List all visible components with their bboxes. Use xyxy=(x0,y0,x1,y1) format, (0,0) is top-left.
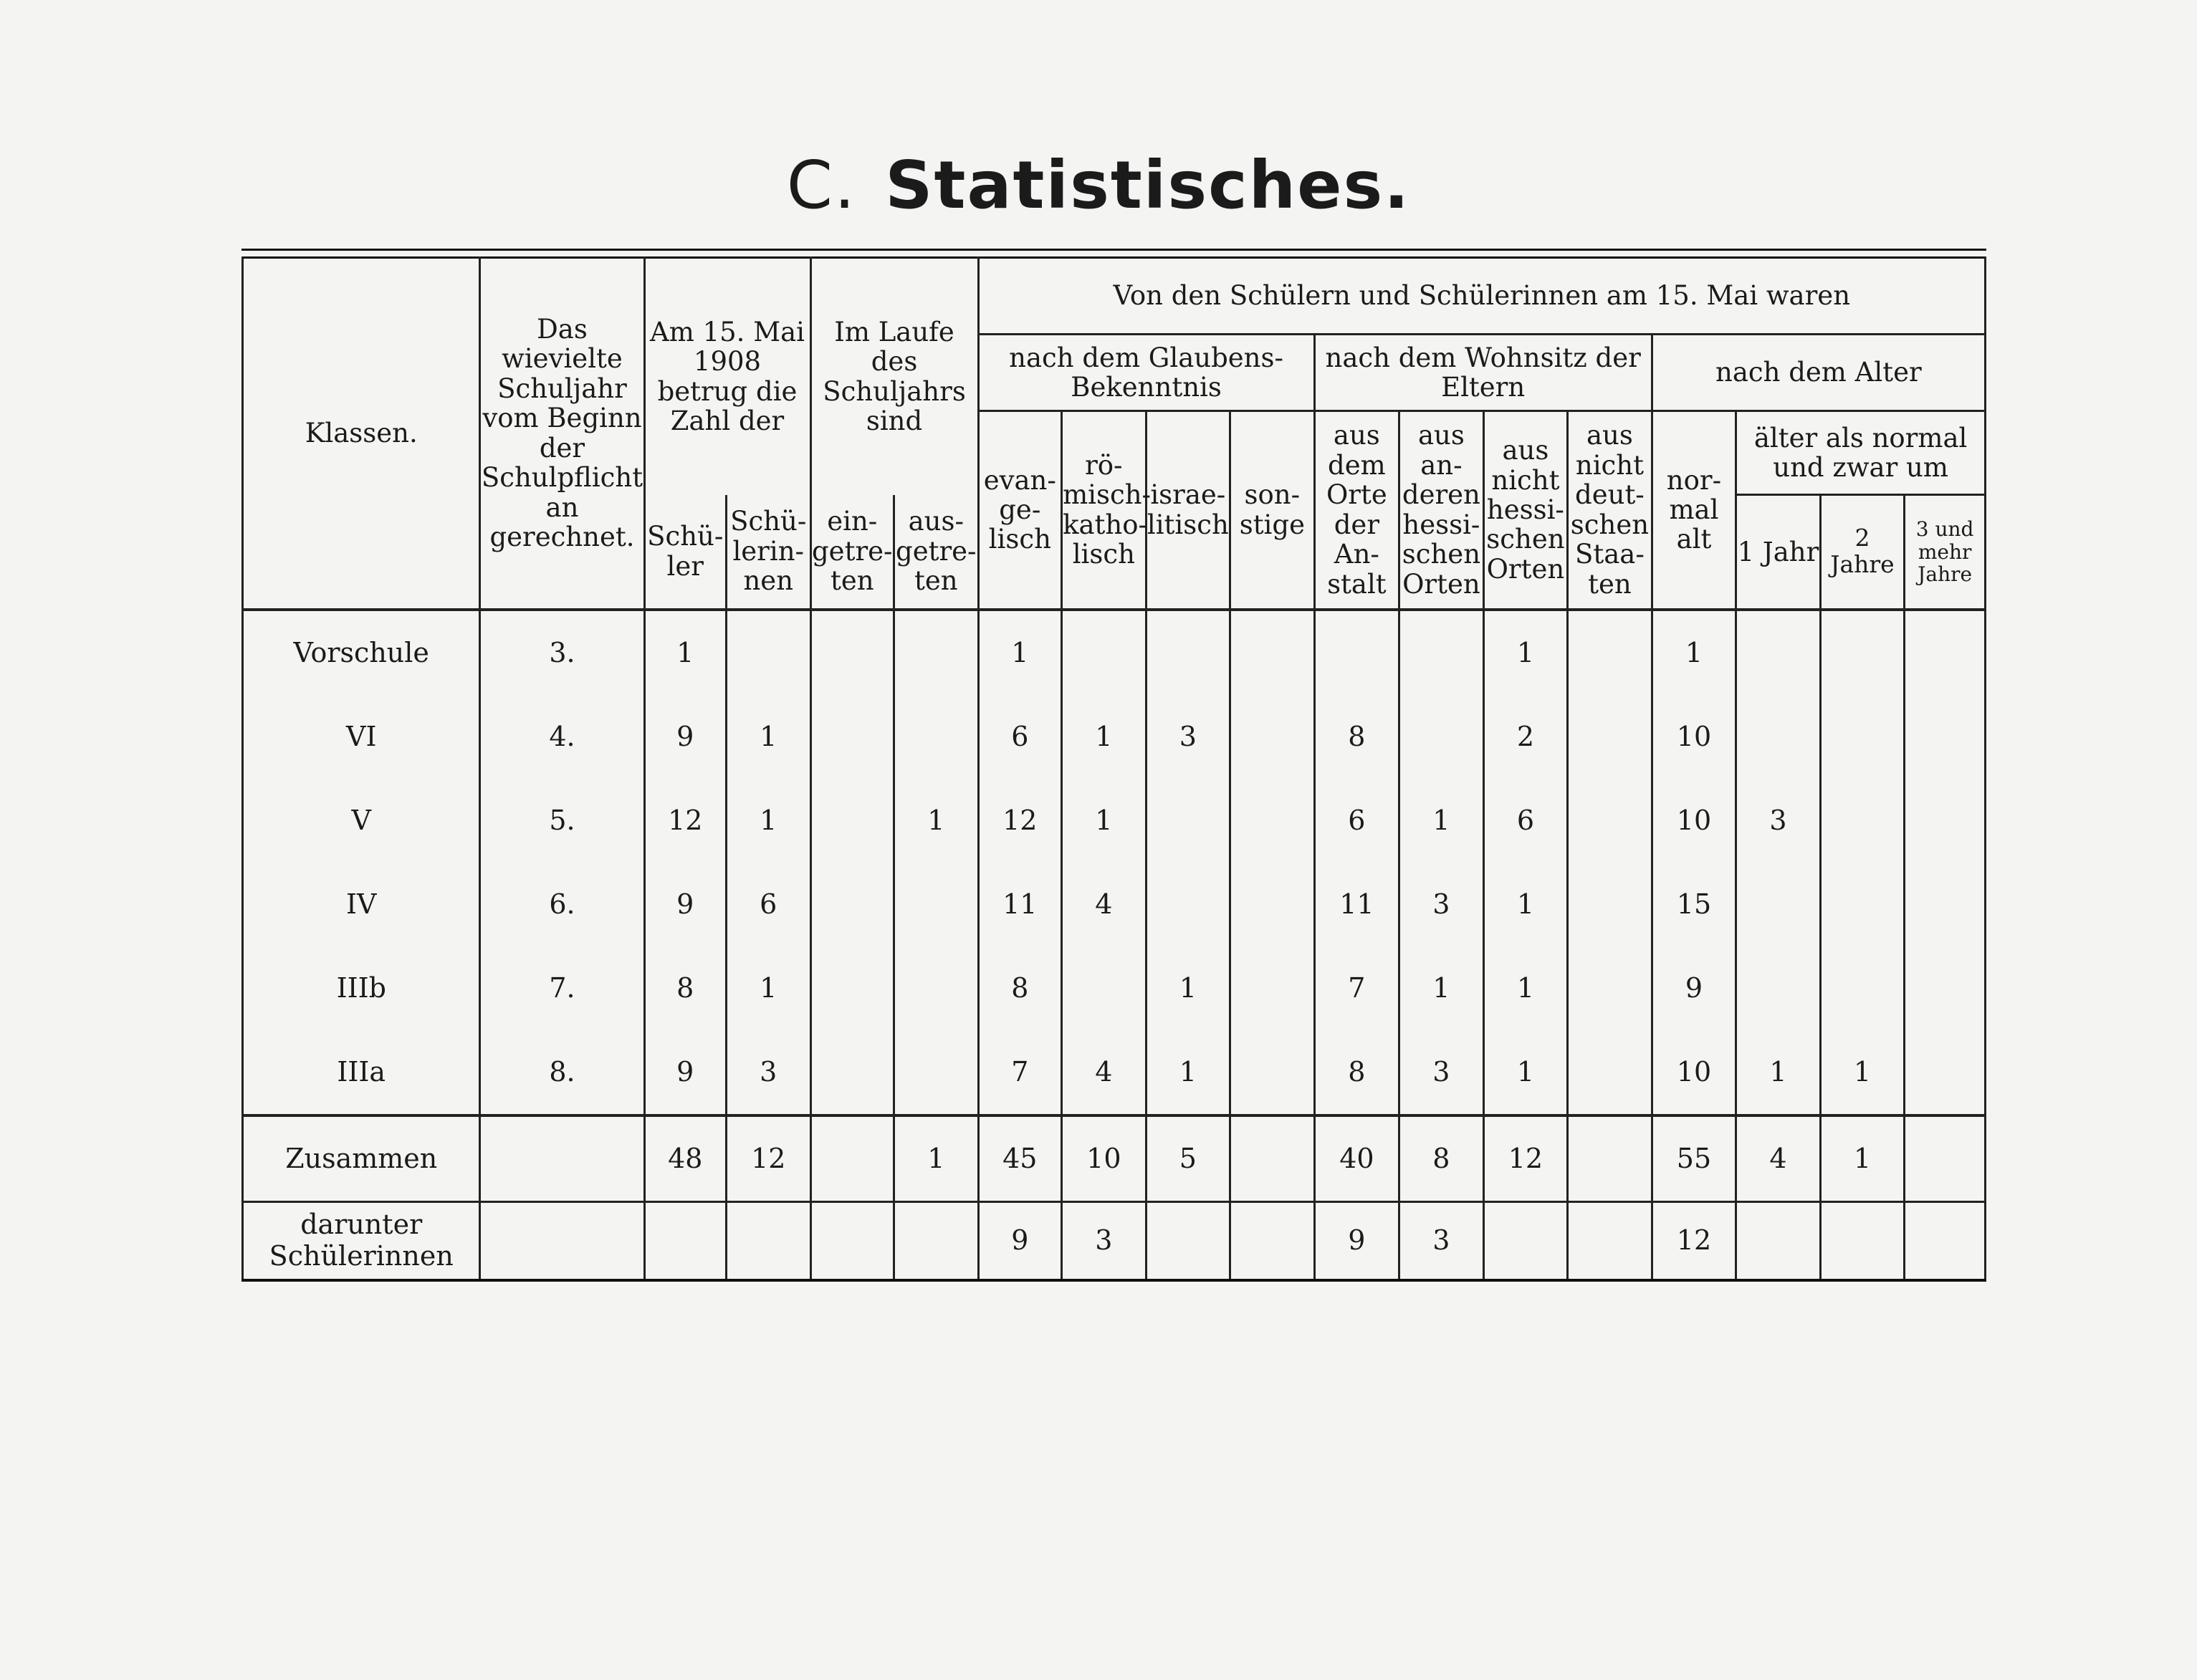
cell-jahr3 xyxy=(1905,779,1986,863)
cell-schuljahr: 5. xyxy=(480,779,644,863)
cell-jahr1: 4 xyxy=(1736,1115,1821,1202)
cell-jahr2 xyxy=(1820,863,1905,946)
table-row xyxy=(243,610,1986,695)
cell-schuljahr: 6. xyxy=(480,863,644,946)
table-row xyxy=(243,779,1986,863)
cell-jahr1 xyxy=(1736,946,1821,1030)
total-row xyxy=(243,1115,1986,1202)
header-nichtdeutsch: aus nicht deut-schen Staa-ten xyxy=(1568,411,1652,610)
row-label: Vorschule xyxy=(243,610,480,695)
row-label: V xyxy=(243,779,480,863)
cell-evangelisch: 12 xyxy=(978,779,1062,863)
cell-nichtdeutsch xyxy=(1568,610,1652,695)
cell-nichtdeutsch xyxy=(1568,863,1652,946)
header-alter: nach dem Alter xyxy=(1652,335,1985,411)
cell-nichthessisch: 2 xyxy=(1483,695,1568,779)
cell-nichtdeutsch xyxy=(1568,1030,1652,1115)
cell-schuelerinnen: 6 xyxy=(727,863,811,946)
header-ort: aus dem Orte der An-stalt xyxy=(1314,411,1399,610)
cell-eingetreten xyxy=(810,946,894,1030)
row-label: darunter Schülerinnen xyxy=(243,1201,480,1280)
cell-eingetreten xyxy=(810,779,894,863)
cell-normal: 12 xyxy=(1652,1201,1736,1280)
section-title: Statistisches. xyxy=(885,147,1411,224)
cell-eingetreten xyxy=(810,610,894,695)
cell-katholisch: 10 xyxy=(1062,1115,1147,1202)
header-evangelisch: evan-ge-lisch xyxy=(978,411,1062,610)
header-israelitisch: israe-litisch xyxy=(1146,411,1230,610)
cell-nichthessisch: 1 xyxy=(1483,863,1568,946)
cell-schuljahr xyxy=(480,1115,644,1202)
cell-katholisch: 4 xyxy=(1062,1030,1147,1115)
cell-israelitisch xyxy=(1146,779,1230,863)
cell-ausgetreten xyxy=(894,1201,979,1280)
cell-israelitisch: 1 xyxy=(1146,946,1230,1030)
header-normal: nor-mal alt xyxy=(1652,411,1736,610)
cell-ort: 8 xyxy=(1314,695,1399,779)
header-jahr3: 3 und mehr Jahre xyxy=(1905,495,1986,610)
cell-evangelisch: 8 xyxy=(978,946,1062,1030)
cell-schuljahr: 4. xyxy=(480,695,644,779)
cell-schuljahr: 8. xyxy=(480,1030,644,1115)
cell-sonstige xyxy=(1230,1115,1315,1202)
cell-israelitisch xyxy=(1146,1201,1230,1280)
header-nichthessisch: aus nicht hessi-schen Orten xyxy=(1483,411,1568,610)
cell-katholisch xyxy=(1062,946,1147,1030)
cell-jahr2 xyxy=(1820,779,1905,863)
cell-sonstige xyxy=(1230,863,1315,946)
cell-jahr2 xyxy=(1820,610,1905,695)
cell-jahr1: 1 xyxy=(1736,1030,1821,1115)
header-hessisch: aus an-deren hessi-schen Orten xyxy=(1399,411,1484,610)
header-jahr1: 1 Jahr xyxy=(1736,495,1821,610)
cell-ausgetreten: 1 xyxy=(894,1115,979,1202)
cell-schuljahr: 7. xyxy=(480,946,644,1030)
cell-normal: 15 xyxy=(1652,863,1736,946)
cell-israelitisch: 1 xyxy=(1146,1030,1230,1115)
header-wohnsitz: nach dem Wohnsitz der Eltern xyxy=(1314,335,1652,411)
cell-normal: 10 xyxy=(1652,695,1736,779)
header-schueler: Schü-ler xyxy=(644,495,727,610)
cell-nichthessisch: 1 xyxy=(1483,610,1568,695)
cell-jahr2 xyxy=(1820,946,1905,1030)
cell-nichtdeutsch xyxy=(1568,1201,1652,1280)
cell-jahr3 xyxy=(1905,863,1986,946)
cell-ausgetreten xyxy=(894,610,979,695)
header-aelter: älter als normal und zwar um xyxy=(1736,411,1986,495)
cell-hessisch xyxy=(1399,610,1484,695)
cell-hessisch xyxy=(1399,695,1484,779)
cell-jahr3 xyxy=(1905,1115,1986,1202)
cell-katholisch xyxy=(1062,610,1147,695)
cell-hessisch: 1 xyxy=(1399,946,1484,1030)
cell-schuljahr xyxy=(480,1201,644,1280)
cell-normal: 10 xyxy=(1652,1030,1736,1115)
cell-nichthessisch xyxy=(1483,1201,1568,1280)
cell-evangelisch: 1 xyxy=(978,610,1062,695)
cell-hessisch: 3 xyxy=(1399,1030,1484,1115)
cell-ort xyxy=(1314,610,1399,695)
cell-jahr2 xyxy=(1820,1201,1905,1280)
cell-evangelisch: 7 xyxy=(978,1030,1062,1115)
cell-jahr2: 1 xyxy=(1820,1115,1905,1202)
cell-sonstige xyxy=(1230,695,1315,779)
table-row xyxy=(243,1030,1986,1115)
cell-schueler: 48 xyxy=(644,1115,727,1202)
cell-jahr3 xyxy=(1905,946,1986,1030)
cell-ausgetreten xyxy=(894,863,979,946)
cell-nichthessisch: 6 xyxy=(1483,779,1568,863)
cell-jahr3 xyxy=(1905,1030,1986,1115)
cell-hessisch: 1 xyxy=(1399,779,1484,863)
table-row xyxy=(243,695,1986,779)
cell-israelitisch: 3 xyxy=(1146,695,1230,779)
cell-jahr1 xyxy=(1736,695,1821,779)
header-klassen: Klassen. xyxy=(243,258,480,610)
cell-normal: 10 xyxy=(1652,779,1736,863)
header-top: Von den Schülern und Schülerinnen am 15. Mai waren xyxy=(978,258,1985,335)
cell-ort: 40 xyxy=(1314,1115,1399,1202)
header-glaube: nach dem Glaubens-Bekenntnis xyxy=(978,335,1314,411)
row-label: IV xyxy=(243,863,480,946)
cell-nichthessisch: 12 xyxy=(1483,1115,1568,1202)
cell-ort: 7 xyxy=(1314,946,1399,1030)
cell-schuelerinnen: 3 xyxy=(727,1030,811,1115)
table-row xyxy=(243,946,1986,1030)
cell-schueler xyxy=(644,1201,727,1280)
cell-schueler: 1 xyxy=(644,610,727,695)
cell-ausgetreten xyxy=(894,1030,979,1115)
cell-nichtdeutsch xyxy=(1568,1115,1652,1202)
header-schuljahr: Das wievielte Schuljahr vom Beginn der Schulpflicht an gerechnet. xyxy=(480,258,644,610)
cell-ausgetreten: 1 xyxy=(894,779,979,863)
header-sonstige: son-stige xyxy=(1230,411,1315,610)
cell-evangelisch: 45 xyxy=(978,1115,1062,1202)
cell-ort: 6 xyxy=(1314,779,1399,863)
cell-schueler: 9 xyxy=(644,695,727,779)
cell-eingetreten xyxy=(810,863,894,946)
cell-nichtdeutsch xyxy=(1568,946,1652,1030)
cell-jahr3 xyxy=(1905,610,1986,695)
cell-ort: 9 xyxy=(1314,1201,1399,1280)
header-laufe: Im Laufe des Schuljahrs sind xyxy=(810,258,978,495)
statistics-table-wrapper xyxy=(241,249,1986,1282)
cell-ausgetreten xyxy=(894,695,979,779)
cell-schuelerinnen: 12 xyxy=(727,1115,811,1202)
cell-hessisch: 3 xyxy=(1399,1201,1484,1280)
table-row xyxy=(243,863,1986,946)
cell-nichtdeutsch xyxy=(1568,779,1652,863)
header-eingetreten: ein-getre-ten xyxy=(810,495,894,610)
cell-katholisch: 4 xyxy=(1062,863,1147,946)
cell-israelitisch xyxy=(1146,863,1230,946)
header-jahr2: 2 Jahre xyxy=(1820,495,1905,610)
cell-jahr2: 1 xyxy=(1820,1030,1905,1115)
header-katholisch: rö-misch-katho-lisch xyxy=(1062,411,1147,610)
row-label: IIIa xyxy=(243,1030,480,1115)
cell-normal: 55 xyxy=(1652,1115,1736,1202)
cell-schueler: 8 xyxy=(644,946,727,1030)
cell-katholisch: 1 xyxy=(1062,779,1147,863)
row-label: Zusammen xyxy=(243,1115,480,1202)
cell-ausgetreten xyxy=(894,946,979,1030)
cell-evangelisch: 11 xyxy=(978,863,1062,946)
cell-nichthessisch: 1 xyxy=(1483,1030,1568,1115)
cell-hessisch: 8 xyxy=(1399,1115,1484,1202)
cell-jahr1 xyxy=(1736,1201,1821,1280)
row-label: VI xyxy=(243,695,480,779)
cell-schueler: 9 xyxy=(644,1030,727,1115)
cell-israelitisch: 5 xyxy=(1146,1115,1230,1202)
cell-eingetreten xyxy=(810,1201,894,1280)
cell-jahr3 xyxy=(1905,695,1986,779)
cell-schuelerinnen: 1 xyxy=(727,946,811,1030)
cell-katholisch: 1 xyxy=(1062,695,1147,779)
cell-jahr2 xyxy=(1820,695,1905,779)
cell-eingetreten xyxy=(810,1115,894,1202)
cell-schuelerinnen: 1 xyxy=(727,779,811,863)
statistics-table xyxy=(241,256,1986,1282)
cell-evangelisch: 6 xyxy=(978,695,1062,779)
cell-sonstige xyxy=(1230,779,1315,863)
cell-jahr1 xyxy=(1736,610,1821,695)
cell-schuljahr: 3. xyxy=(480,610,644,695)
cell-sonstige xyxy=(1230,1201,1315,1280)
cell-evangelisch: 9 xyxy=(978,1201,1062,1280)
cell-schueler: 12 xyxy=(644,779,727,863)
cell-sonstige xyxy=(1230,946,1315,1030)
section-letter: C. xyxy=(786,147,857,224)
header-ausgetreten: aus-getre-ten xyxy=(894,495,979,610)
page-title xyxy=(0,147,2197,224)
header-zahl: Am 15. Mai 1908 betrug die Zahl der xyxy=(644,258,810,495)
cell-schuelerinnen xyxy=(727,610,811,695)
cell-normal: 1 xyxy=(1652,610,1736,695)
cell-nichthessisch: 1 xyxy=(1483,946,1568,1030)
cell-schuelerinnen: 1 xyxy=(727,695,811,779)
cell-nichtdeutsch xyxy=(1568,695,1652,779)
table-body xyxy=(243,610,1986,1280)
cell-schueler: 9 xyxy=(644,863,727,946)
cell-ort: 8 xyxy=(1314,1030,1399,1115)
girls-row xyxy=(243,1201,1986,1280)
cell-jahr3 xyxy=(1905,1201,1986,1280)
cell-eingetreten xyxy=(810,1030,894,1115)
header-schuelerinnen: Schü-lerin-nen xyxy=(727,495,811,610)
cell-israelitisch xyxy=(1146,610,1230,695)
row-label: IIIb xyxy=(243,946,480,1030)
cell-ort: 11 xyxy=(1314,863,1399,946)
cell-sonstige xyxy=(1230,610,1315,695)
cell-schuelerinnen xyxy=(727,1201,811,1280)
cell-katholisch: 3 xyxy=(1062,1201,1147,1280)
cell-hessisch: 3 xyxy=(1399,863,1484,946)
cell-jahr1: 3 xyxy=(1736,779,1821,863)
cell-jahr1 xyxy=(1736,863,1821,946)
cell-sonstige xyxy=(1230,1030,1315,1115)
cell-normal: 9 xyxy=(1652,946,1736,1030)
cell-eingetreten xyxy=(810,695,894,779)
